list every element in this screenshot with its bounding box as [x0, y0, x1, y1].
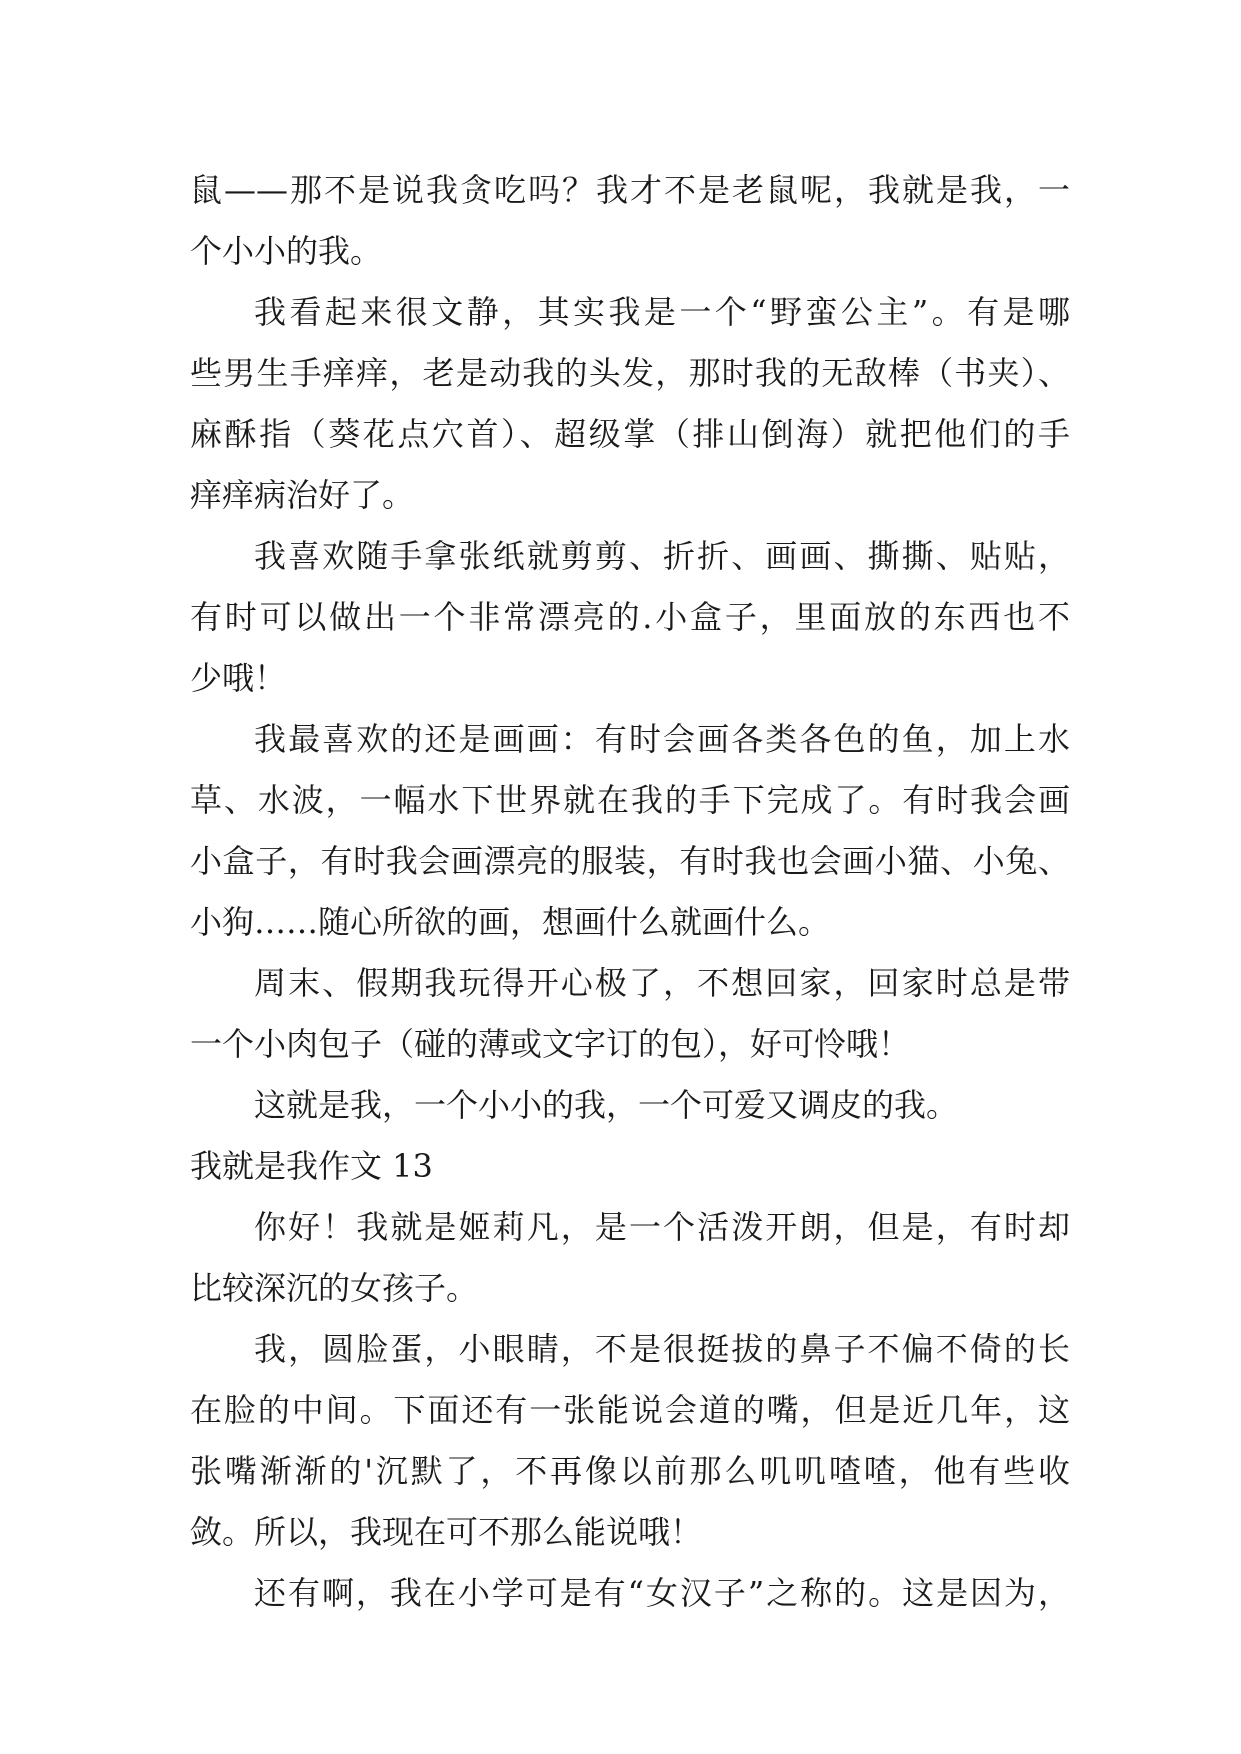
text-line: 你好！我就是姬莉凡，是一个活泼开朗，但是，有时却: [254, 1208, 1070, 1246]
text-line: 有时可以做出一个非常漂亮的.小盒子，里面放的东西也不: [190, 598, 1070, 636]
text-line: 一个小肉包子（碰的薄或文字订的包），好可怜哦！: [190, 1025, 911, 1063]
text-line: 我喜欢随手拿张纸就剪剪、折折、画画、撕撕、贴贴，: [254, 537, 1070, 575]
text-line: 鼠——那不是说我贪吃吗？我才不是老鼠呢，我就是我，一: [190, 171, 1070, 209]
section-title: 我就是我作文 13: [190, 1147, 433, 1185]
text-line: 少哦！: [190, 659, 287, 697]
text-line: 些男生手痒痒，老是动我的头发，那时我的无敌棒（书夹）、: [190, 354, 1070, 392]
document-body: [190, 160, 1070, 1624]
text-line: 我看起来很文静，其实我是一个“野蛮公主”。有是哪: [254, 293, 1070, 331]
text-line: 我，圆脸蛋，小眼睛，不是很挺拔的鼻子不偏不倚的长: [254, 1330, 1070, 1368]
text-line: 张嘴渐渐的'沉默了，不再像以前那么叽叽喳喳，他有些收: [190, 1452, 1070, 1490]
text-line: 小狗……随心所欲的画，想画什么就画什么。: [190, 903, 831, 941]
text-line: 这就是我，一个小小的我，一个可爱又调皮的我。: [254, 1086, 959, 1124]
text-line: 还有啊，我在小学可是有“女汉子”之称的。这是因为，: [254, 1574, 1070, 1612]
text-line: 个小小的我。: [190, 232, 383, 270]
text-line: 敛。所以，我现在可不那么能说哦！: [190, 1513, 703, 1551]
text-line: 我最喜欢的还是画画：有时会画各类各色的鱼，加上水: [254, 720, 1070, 758]
text-line: 草、水波，一幅水下世界就在我的手下完成了。有时我会画: [190, 781, 1070, 819]
text-line: 在脸的中间。下面还有一张能说会道的嘴，但是近几年，这: [190, 1391, 1070, 1429]
text-line: 周末、假期我玩得开心极了，不想回家，回家时总是带: [254, 964, 1070, 1002]
text-line: 痒痒病治好了。: [190, 476, 415, 514]
text-line: 比较深沉的女孩子。: [190, 1269, 479, 1307]
text-line: 麻酥指（葵花点穴首）、超级掌（排山倒海）就把他们的手: [190, 415, 1070, 453]
text-line: 小盒子，有时我会画漂亮的服装，有时我也会画小猫、小兔、: [190, 842, 1070, 880]
